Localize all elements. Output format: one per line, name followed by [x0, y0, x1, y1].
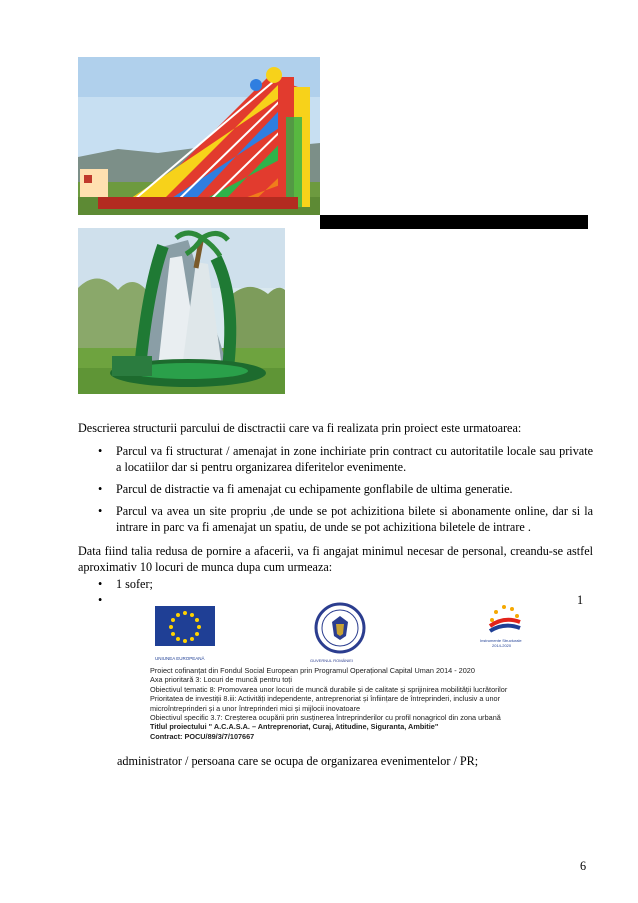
staff-paragraph: Data fiind talia redusa de pornire a afacerii, va fi angajat minimul necesar de personal, creandu-se astfel aproximativ 10 locuri de munca dupa cum urmeaza: — [78, 544, 593, 574]
list-item: • 1 sofer; — [98, 577, 153, 591]
page-number: 6 — [580, 859, 587, 873]
bullet-dot: • — [98, 593, 103, 607]
footer-line: Axa prioritară 3: Locuri de muncă pentru toți — [150, 675, 292, 685]
bullet-dot: • — [98, 504, 103, 518]
inflatable-slide-rainbow-photo — [78, 57, 320, 215]
gov-seal-icon — [314, 602, 366, 654]
footer-line: Obiectivul specific 3.7: Creșterea ocupării prin susținerea întreprinderilor cu profil nonagricol din zona urbană — [150, 713, 501, 723]
gov-caption: GUVERNUL ROMÂNIEI — [310, 658, 353, 663]
footer-line: Prioritatea de investiții 8.iii: Activități independente, antreprenoriat și înființare de întreprinderi, inclusiv a unor — [150, 694, 501, 704]
eu-caption: UNIUNEA EUROPEANĂ — [155, 656, 205, 661]
list-item: • Parcul va avea un site propriu ,de unde se pot achizitiona bilete si abonamente online, dar si la intrare in parc va fi amenajat un spatiu, de unde se pot achizitiona biletele de intrare . — [98, 504, 593, 534]
footer-line-contract: Contract: POCU/89/3/7/107667 — [150, 731, 255, 741]
inflatable-slide-palm-photo — [78, 228, 285, 394]
park-structure-list — [78, 443, 593, 535]
footer-line: microîntreprinderi și a unor întreprinderi mici și mijlocii inovatoare — [150, 703, 361, 713]
list-item: • Parcul de distractie va fi amenajat cu echipamente gonflabile de ultima generatie. — [98, 482, 513, 496]
footer-line-title: Titlul proiectului " A.C.A.S.A. – Antreprenoriat, Curaj, Atitudine, Siguranta, Ambitie" — [150, 722, 439, 732]
bullet-dot: • — [98, 577, 103, 591]
instruments-years: 2014-2020 — [492, 643, 512, 648]
intro-paragraph: Descrierea structurii parcului de disctractii care va fi realizata prin proiect este urmatoarea: — [78, 421, 522, 435]
list-item: • Parcul va fi structurat / amenajat in zone inchiriate prin contract cu autoritatile locale sau private a locatiilor dar si pentru organizarea diferitelor evenimente. — [98, 444, 593, 474]
bullet-dot: • — [98, 482, 103, 496]
black-bar — [320, 215, 588, 229]
footer-line: Obiectivul tematic 8: Promovarea unor locuri de muncă durabile și de calitate și sprijinirea mobilității lucrătorilor — [150, 684, 508, 694]
eu-flag-icon — [155, 606, 215, 650]
instruments-logo — [480, 600, 540, 650]
instruments-caption: Instrumente Structurale — [480, 638, 522, 643]
footer-line: Proiect cofinanțat din Fondul Social European prin Programul Operațional Capital Uman 2014 - 2020 — [150, 666, 475, 675]
project-footer — [150, 666, 570, 741]
instruments-star-icon — [484, 600, 524, 634]
gov-logo — [310, 602, 366, 663]
inflatable-slide-rainbow-image — [78, 57, 320, 215]
continued-list-line: administrator / persoana care se ocupa de organizarea evenimentelor / PR; — [117, 754, 479, 768]
inflatable-slide-palm-image — [78, 228, 285, 394]
bullet-dot: • — [98, 444, 103, 458]
stray-number: 1 — [577, 593, 584, 607]
eu-logo — [155, 606, 215, 662]
